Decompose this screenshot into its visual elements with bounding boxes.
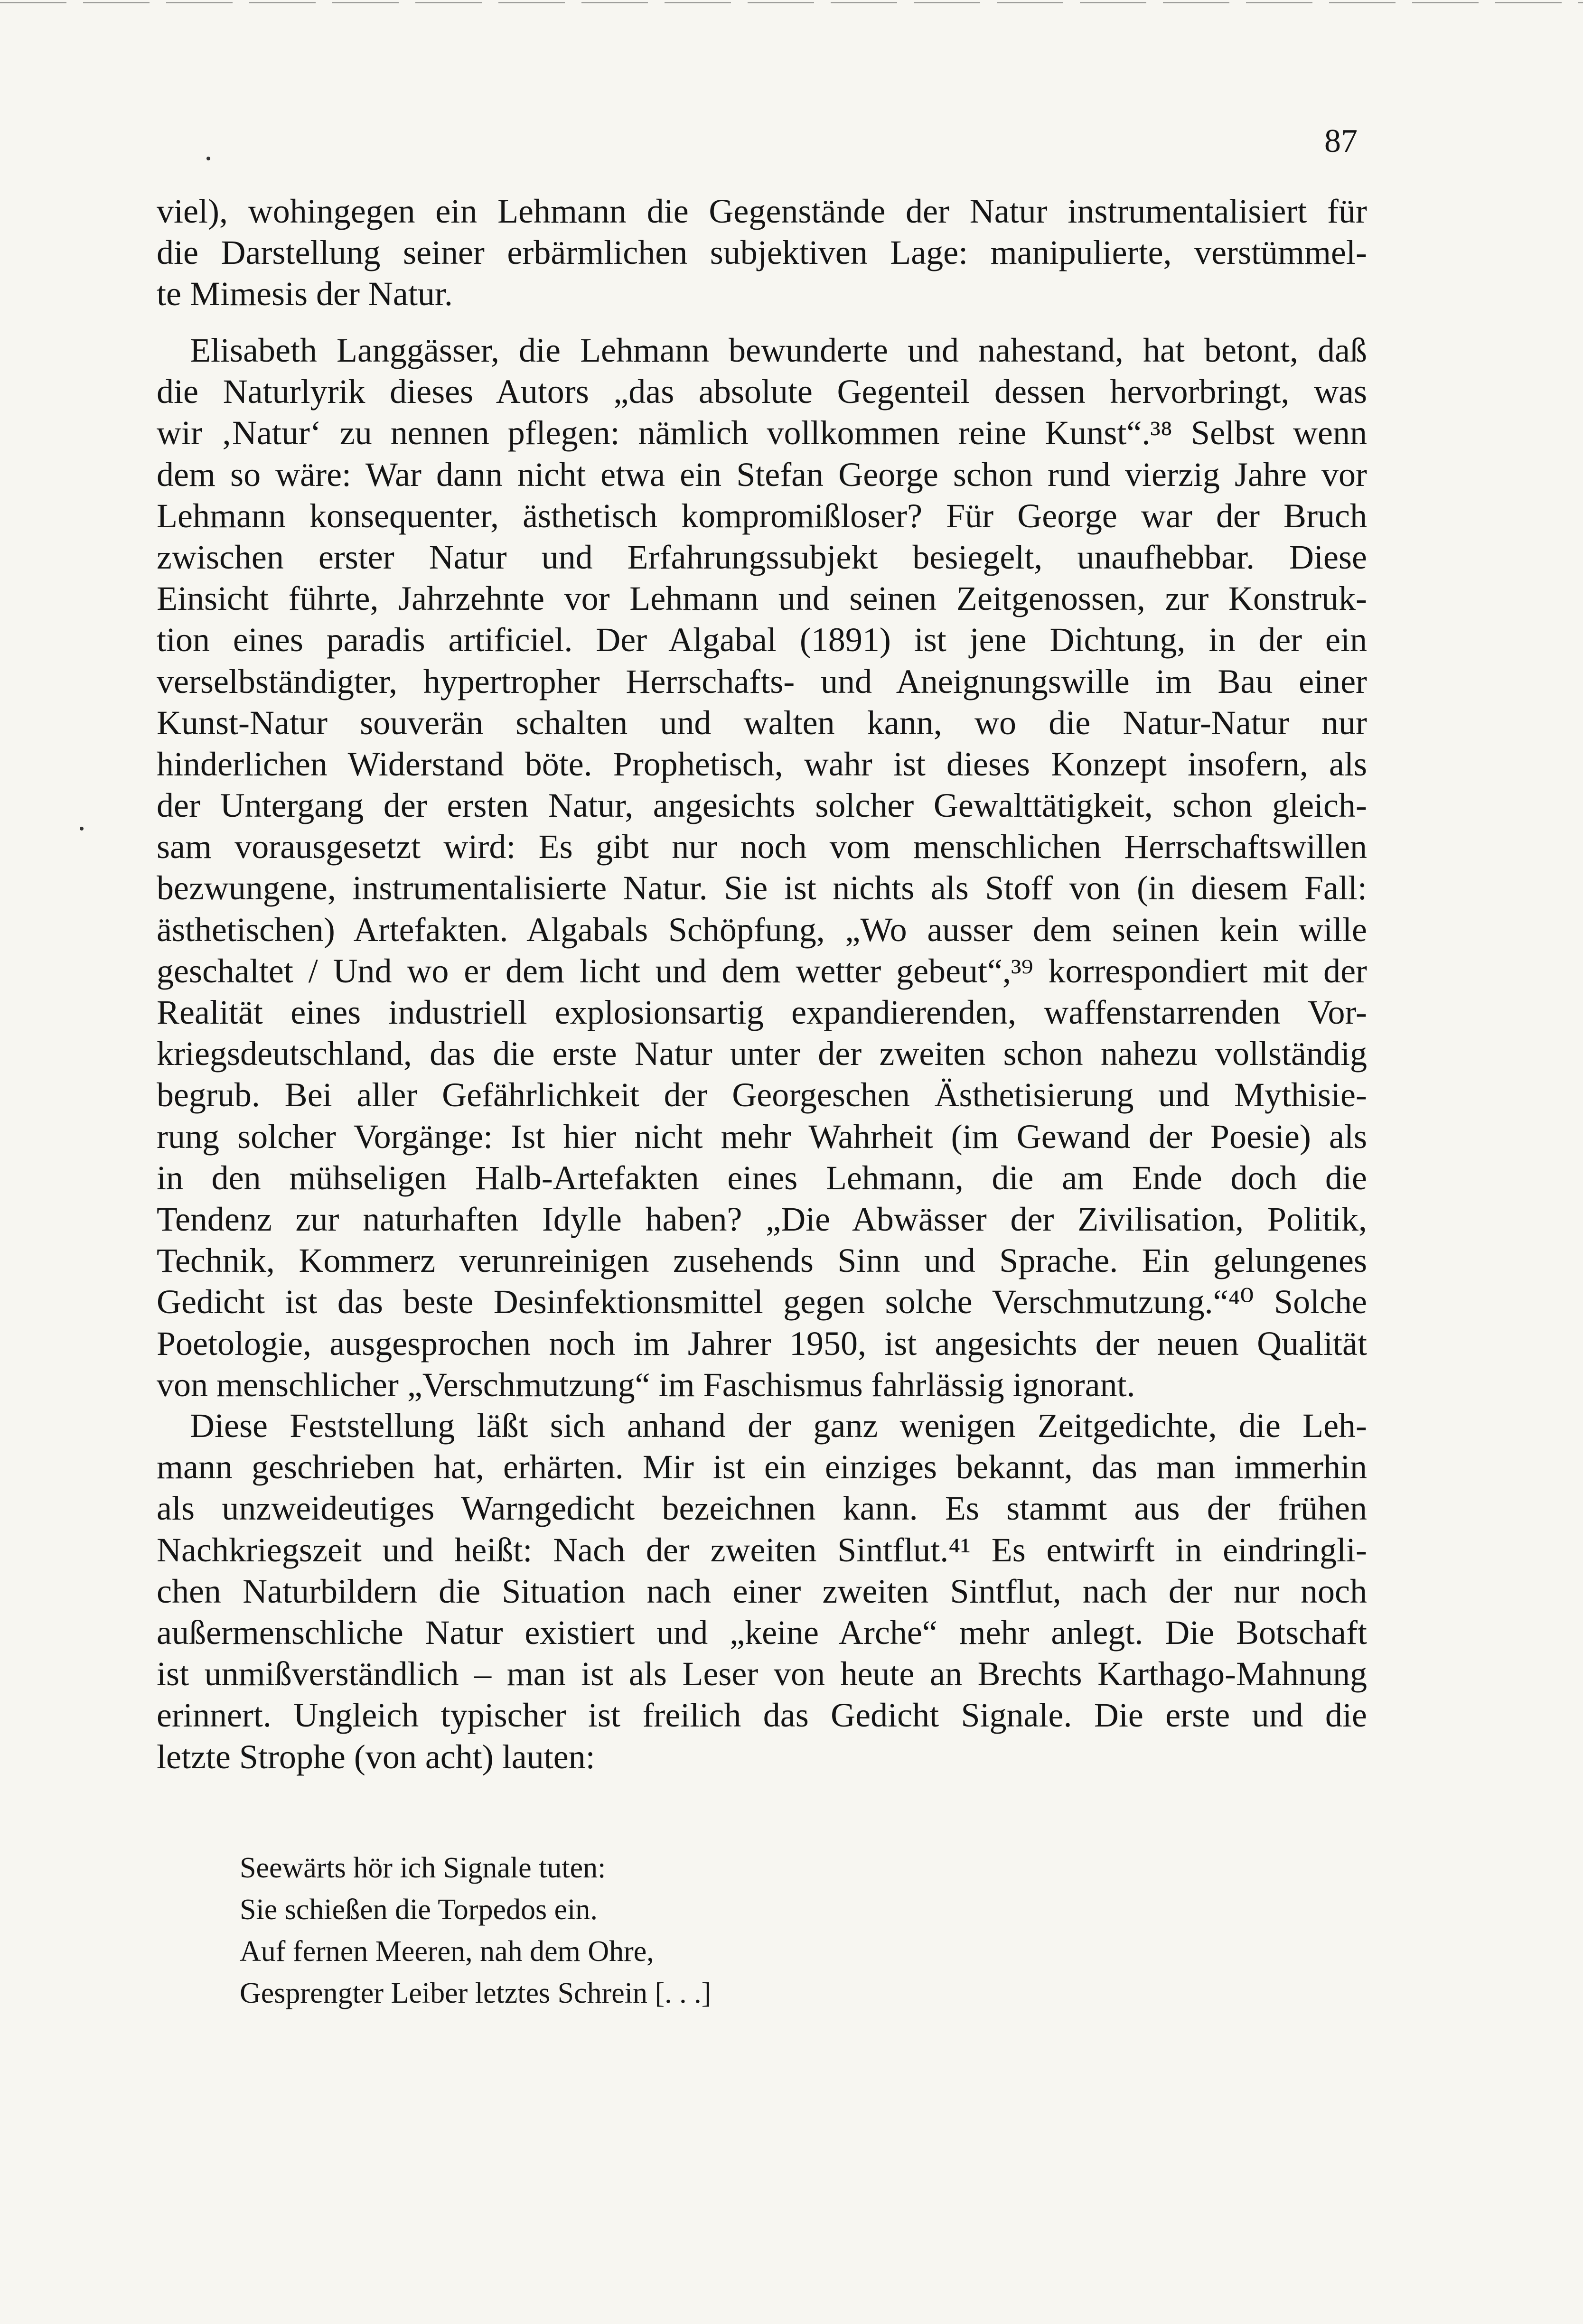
verse-line: Auf fernen Meeren, nah dem Ohre, bbox=[240, 1935, 654, 1968]
paragraph-1 bbox=[157, 191, 1367, 315]
text-line: ist unmißverständlich – man ist als Leser von heute an Brechts Karthago-Mahnung bbox=[157, 1655, 1367, 1693]
text-line: viel), wohingegen ein Lehmann die Gegenstände der Natur instrumentalisiert für bbox=[157, 192, 1367, 230]
paragraph-3 bbox=[157, 1405, 1367, 1778]
scan-edge-line bbox=[0, 2, 1583, 3]
scan-speck bbox=[206, 157, 210, 160]
paragraph-2 bbox=[157, 330, 1367, 1406]
text-line: Diese Feststellung läßt sich anhand der ganz wenigen Zeitgedichte, die Leh- bbox=[190, 1407, 1367, 1445]
text-line: chen Naturbildern die Situation nach einer zweiten Sintflut, nach der nur noch bbox=[157, 1572, 1367, 1610]
text-line: rung solcher Vorgänge: Ist hier nicht mehr Wahrheit (im Gewand der Poesie) als bbox=[157, 1117, 1367, 1156]
verse-line: Gesprengter Leiber letztes Schrein [. . .] bbox=[240, 1977, 712, 2009]
text-line: tion eines paradis artificiel. Der Algabal (1891) ist jene Dichtung, in der ein bbox=[157, 621, 1367, 659]
text-line: außermenschliche Natur existiert und „keine Arche“ mehr anlegt. Die Botschaft bbox=[157, 1613, 1367, 1652]
text-line: erinnert. Ungleich typischer ist freilich das Gedicht Signale. Die erste und die bbox=[157, 1696, 1367, 1735]
text-line: kriegsdeutschland, das die erste Natur unter der zweiten schon nahezu vollständig bbox=[157, 1035, 1367, 1073]
text-line: Lehmann konsequenter, ästhetisch kompromißloser? Für George war der Bruch bbox=[157, 496, 1367, 535]
text-line: Gedicht ist das beste Desinfektionsmittel gegen solche Verschmutzung.“⁴⁰ Solche bbox=[157, 1283, 1367, 1321]
text-line: geschaltet / Und wo er dem licht und dem wetter gebeut“,³⁹ korrespondiert mit der bbox=[157, 952, 1367, 990]
verse-line: Sie schießen die Torpedos ein. bbox=[240, 1894, 598, 1926]
text-line: letzte Strophe (von acht) lauten: bbox=[157, 1737, 595, 1776]
text-line: wir ‚Natur‘ zu nennen pflegen: nämlich vollkommen reine Kunst“.³⁸ Selbst wenn bbox=[157, 414, 1367, 452]
text-line: Technik, Kommerz verunreinigen zusehends Sinn und Sprache. Ein gelungenes bbox=[157, 1241, 1367, 1280]
text-line: Einsicht führte, Jahrzehnte vor Lehmann und seinen Zeitgenossen, zur Konstruk- bbox=[157, 579, 1367, 618]
text-line: hinderlichen Widerstand böte. Prophetisch, wahr ist dieses Konzept insofern, als bbox=[157, 745, 1367, 783]
text-line: Poetologie, ausgesprochen noch im Jahrer 1950, ist angesichts der neuen Qualität bbox=[157, 1324, 1367, 1363]
page-number: 87 bbox=[1324, 123, 1358, 159]
text-line: Tendenz zur naturhaften Idylle haben? „Die Abwässer der Zivilisation, Politik, bbox=[157, 1200, 1367, 1238]
text-line: in den mühseligen Halb-Artefakten eines Lehmann, die am Ende doch die bbox=[157, 1158, 1367, 1197]
text-line: te Mimesis der Natur. bbox=[157, 275, 453, 313]
text-line: Realität eines industriell explosionsartig expandierenden, waffenstarrenden Vor- bbox=[157, 993, 1367, 1031]
text-line: verselbständigter, hypertropher Herrschafts- und Aneignungswille im Bau einer bbox=[157, 662, 1367, 700]
scan-speck bbox=[80, 827, 84, 831]
text-line: sam vorausgesetzt wird: Es gibt nur noch vom menschlichen Herrschaftswillen bbox=[157, 828, 1367, 866]
text-line: begrub. Bei aller Gefährlichkeit der Georgeschen Ästhetisierung und Mythisie- bbox=[157, 1076, 1367, 1114]
text-line: bezwungene, instrumentalisierte Natur. Sie ist nichts als Stoff von (in diesem Fall: bbox=[157, 869, 1367, 907]
text-line: mann geschrieben hat, erhärten. Mir ist ein einziges bekannt, das man immerhin bbox=[157, 1448, 1367, 1486]
text-line: als unzweideutiges Warngedicht bezeichnen kann. Es stammt aus der frühen bbox=[157, 1489, 1367, 1528]
poem-quote bbox=[240, 1847, 711, 2014]
text-line: Kunst-Natur souverän schalten und walten kann, wo die Natur-Natur nur bbox=[157, 703, 1367, 742]
text-line: zwischen erster Natur und Erfahrungssubjekt besiegelt, unaufhebbar. Diese bbox=[157, 538, 1367, 576]
text-line: die Darstellung seiner erbärmlichen subjektiven Lage: manipulierte, verstümmel- bbox=[157, 233, 1367, 272]
text-line: ästhetischen) Artefakten. Algabals Schöpfung, „Wo ausser dem seinen kein wille bbox=[157, 910, 1367, 949]
text-line: der Untergang der ersten Natur, angesichts solcher Gewalttätigkeit, schon gleich- bbox=[157, 786, 1367, 825]
text-line: die Naturlyrik dieses Autors „das absolute Gegenteil dessen hervorbringt, was bbox=[157, 373, 1367, 411]
text-line: von menschlicher „Verschmutzung“ im Faschismus fahrlässig ignorant. bbox=[157, 1365, 1135, 1404]
verse-line: Seewärts hör ich Signale tuten: bbox=[240, 1852, 606, 1884]
text-line: Elisabeth Langgässer, die Lehmann bewunderte und nahestand, hat betont, daß bbox=[190, 331, 1367, 369]
text-line: dem so wäre: War dann nicht etwa ein Stefan George schon rund vierzig Jahre vor bbox=[157, 455, 1367, 494]
text-line: Nachkriegszeit und heißt: Nach der zweiten Sintflut.⁴¹ Es entwirft in eindringli- bbox=[157, 1531, 1367, 1569]
